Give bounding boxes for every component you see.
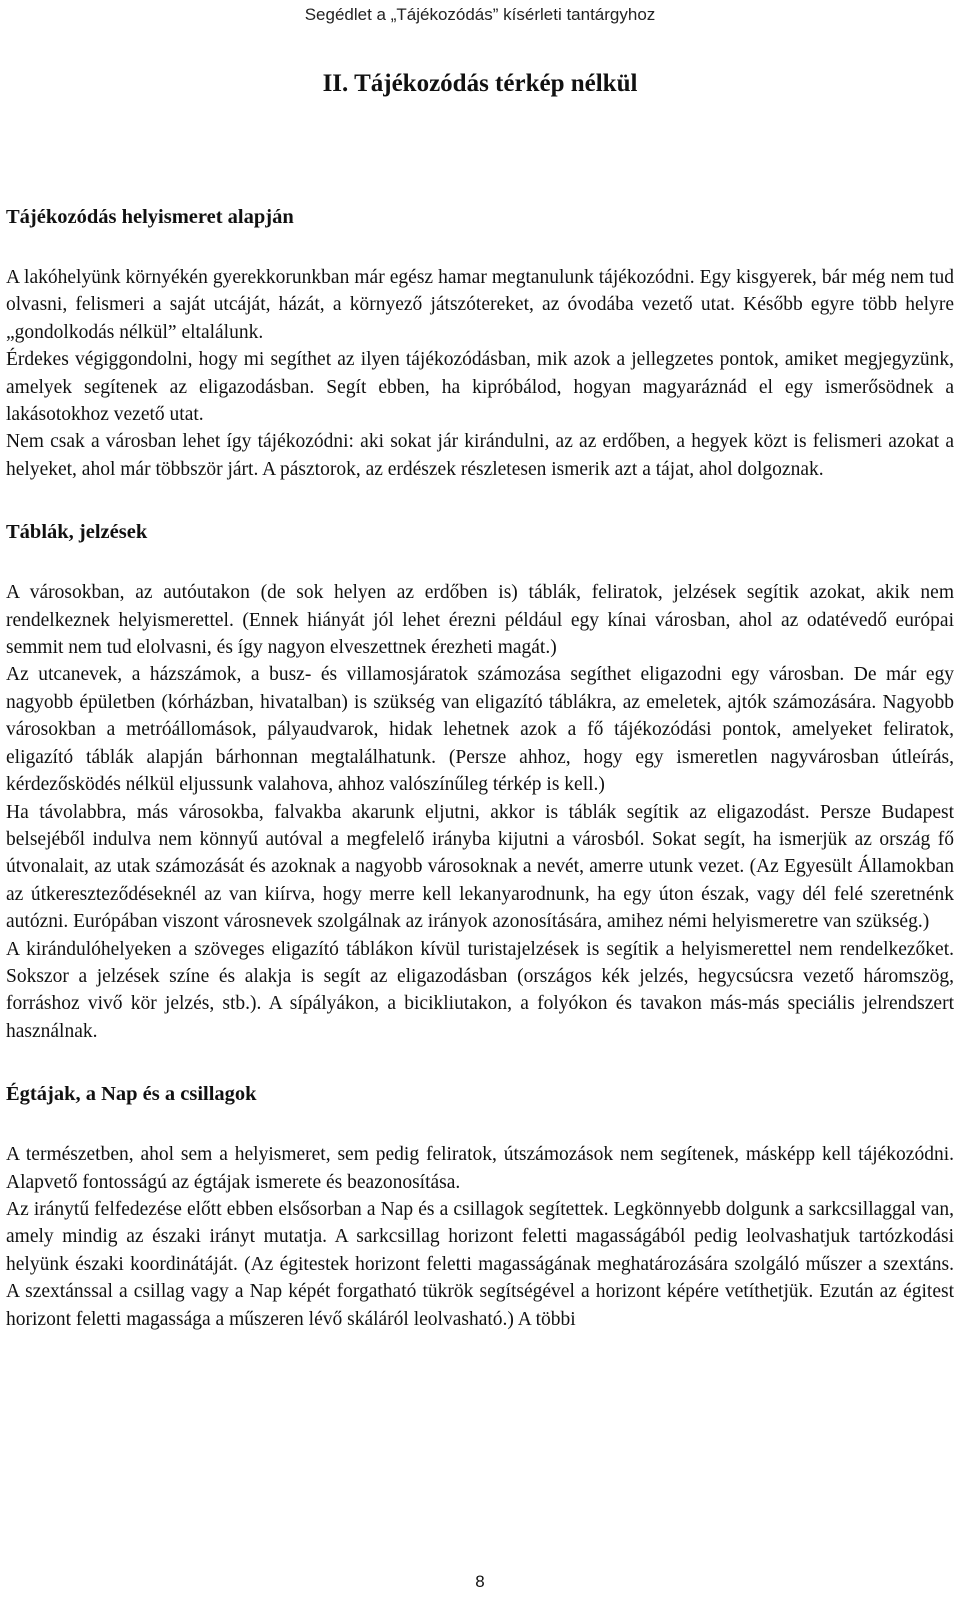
section-heading: Táblák, jelzések <box>6 521 148 544</box>
paragraph: Az iránytű felfedezése előtt ebben elsősorban a Nap és a csillagok segítettek. Legkönnyebb dolgunk a sarkcsillaggal van, amely mindig az északi irányt mutatja. A sarkcsillag horizont feletti magasságából pedig leolvashatjuk tartózkodási helyünk északi koordinátáját. (Az égitestek horizont feletti magasságának meghatározására szolgáló műszer a szextáns. A szextánssal a csillag vagy a Nap képét forgatható tükrök segítségével a horizont képére vetíthetjük. Ezután az égitest horizont feletti magassága a műszeren lévő skáláról leolvasható.) A többi <box>6 1198 954 1330</box>
section-cardinal-directions <box>6 1081 954 1333</box>
paragraph: Az utcanevek, a házszámok, a busz- és villamosjáratok számozása segíthet eligazodni egy városban. De már egy nagyobb épületben (kórházban, hivatalban) is szükség van eligazító táblákra, az emeletek, ajtók számozására. Nagyobb városokban a metróállomások, pályaudvarok, hidak lehetnek azok a fő tájékozódási pontok, amelyeket feliratok, eligazító táblák alapján bárhonnan megtalálhatunk. (Persze ahhoz, hogy egy ismeretlen nagyvárosban útleírás, kérdezősködés nélkül eljussunk valahova, ahhoz valószínűleg térkép is kell.) <box>6 664 954 796</box>
running-header: Segédlet a „Tájékozódás” kísérleti tantárgyhoz <box>304 5 656 24</box>
paragraph: Nem csak a városban lehet így tájékozódni: aki sokat jár kirándulni, az az erdőben, a hegyek közt is felismeri azokat a helyeket, ahol már többször járt. A pásztorok, az erdészek részletesen ismerik azt a tájat, ahol dolgoznak. <box>6 431 954 480</box>
page-number: 8 <box>475 1572 485 1591</box>
document-body <box>6 204 954 1333</box>
chapter-title: II. Tájékozódás térkép nélkül <box>322 70 638 97</box>
paragraph: A kirándulóhelyeken a szöveges eligazító táblákon kívül turistajelzések is segítik a helyismerettel nem rendelkezőket. Sokszor a jelzések színe és alakja is segít az eligazodásban (országos kék jelzés, hegycsúcsra vezető háromszög, forráshoz vivő kör jelzés, stb.). A sípályákon, a bicikliutakon, a folyókon és tavakon más-más speciális jelrendszert használnak. <box>6 938 954 1042</box>
spacer <box>6 546 954 579</box>
paragraph: A városokban, az autóutakon (de sok helyen az erdőben is) táblák, feliratok, jelzések segítik azokat, akik nem rendelkeznek helyismerettel. (Ennek hiányát jól lehet érezni például egy kínai városban, ahol az odatévedő európai semmit nem tud elolvasni, és így nagyon elveszettnek érezheti magát.) <box>6 582 954 659</box>
section-heading: Égtájak, a Nap és a csillagok <box>6 1083 257 1106</box>
section-signs <box>6 519 954 1045</box>
spacer <box>6 231 954 264</box>
spacer <box>6 1045 954 1081</box>
paragraph: Ha távolabbra, más városokba, falvakba akarunk eljutni, akkor is táblák segítik az eligazodást. Persze Budapest belsejéből indulva nem könnyű autóval a megfelelő irányba kijutni a városból. Sokat segít, ha ismerjük az ország fő útvonalait, az utak számozását és azoknak a nagyobb városoknak a nevét, amerre utunk vezet. (Az Egyesült Államokban az útkereszteződéseknél az van kiírva, hogy merre kell lekanyarodnunk, ha egy úton észak, vagy dél felé szeretnénk autózni. Európában viszont városnevek szolgálnak az irányok azonosítására, amihez némi helyismeretre van szükség.) <box>6 801 954 933</box>
section-local-knowledge <box>6 204 954 483</box>
section-heading: Tájékozódás helyismeret alapján <box>6 206 294 228</box>
paragraph: A lakóhelyünk környékén gyerekkorunkban már egész hamar megtanulunk tájékozódni. Egy kisgyerek, bár még nem tud olvasni, felismeri a saját utcáját, házát, a környező játszótereket, az óvodába vezető utat. Később egyre több helyre „gondolkodás nélkül” eltalálunk. <box>6 267 954 343</box>
paragraph: Érdekes végiggondolni, hogy mi segíthet az ilyen tájékozódásban, mik azok a jellegzetes pontok, amiket megjegyzünk, amelyek segítenek az eligazodásban. Segít ebben, ha kipróbálod, hogyan magyaráznád el egy ismerősödnek a lakásotokhoz vezető utat. <box>6 349 954 426</box>
paragraph: A természetben, ahol sem a helyismeret, sem pedig feliratok, útszámozások nem segítenek, másképp kell tájékozódni. Alapvető fontosságú az égtájak ismerete és beazonosítása. <box>6 1144 954 1193</box>
spacer <box>6 1108 954 1141</box>
spacer <box>6 483 954 519</box>
